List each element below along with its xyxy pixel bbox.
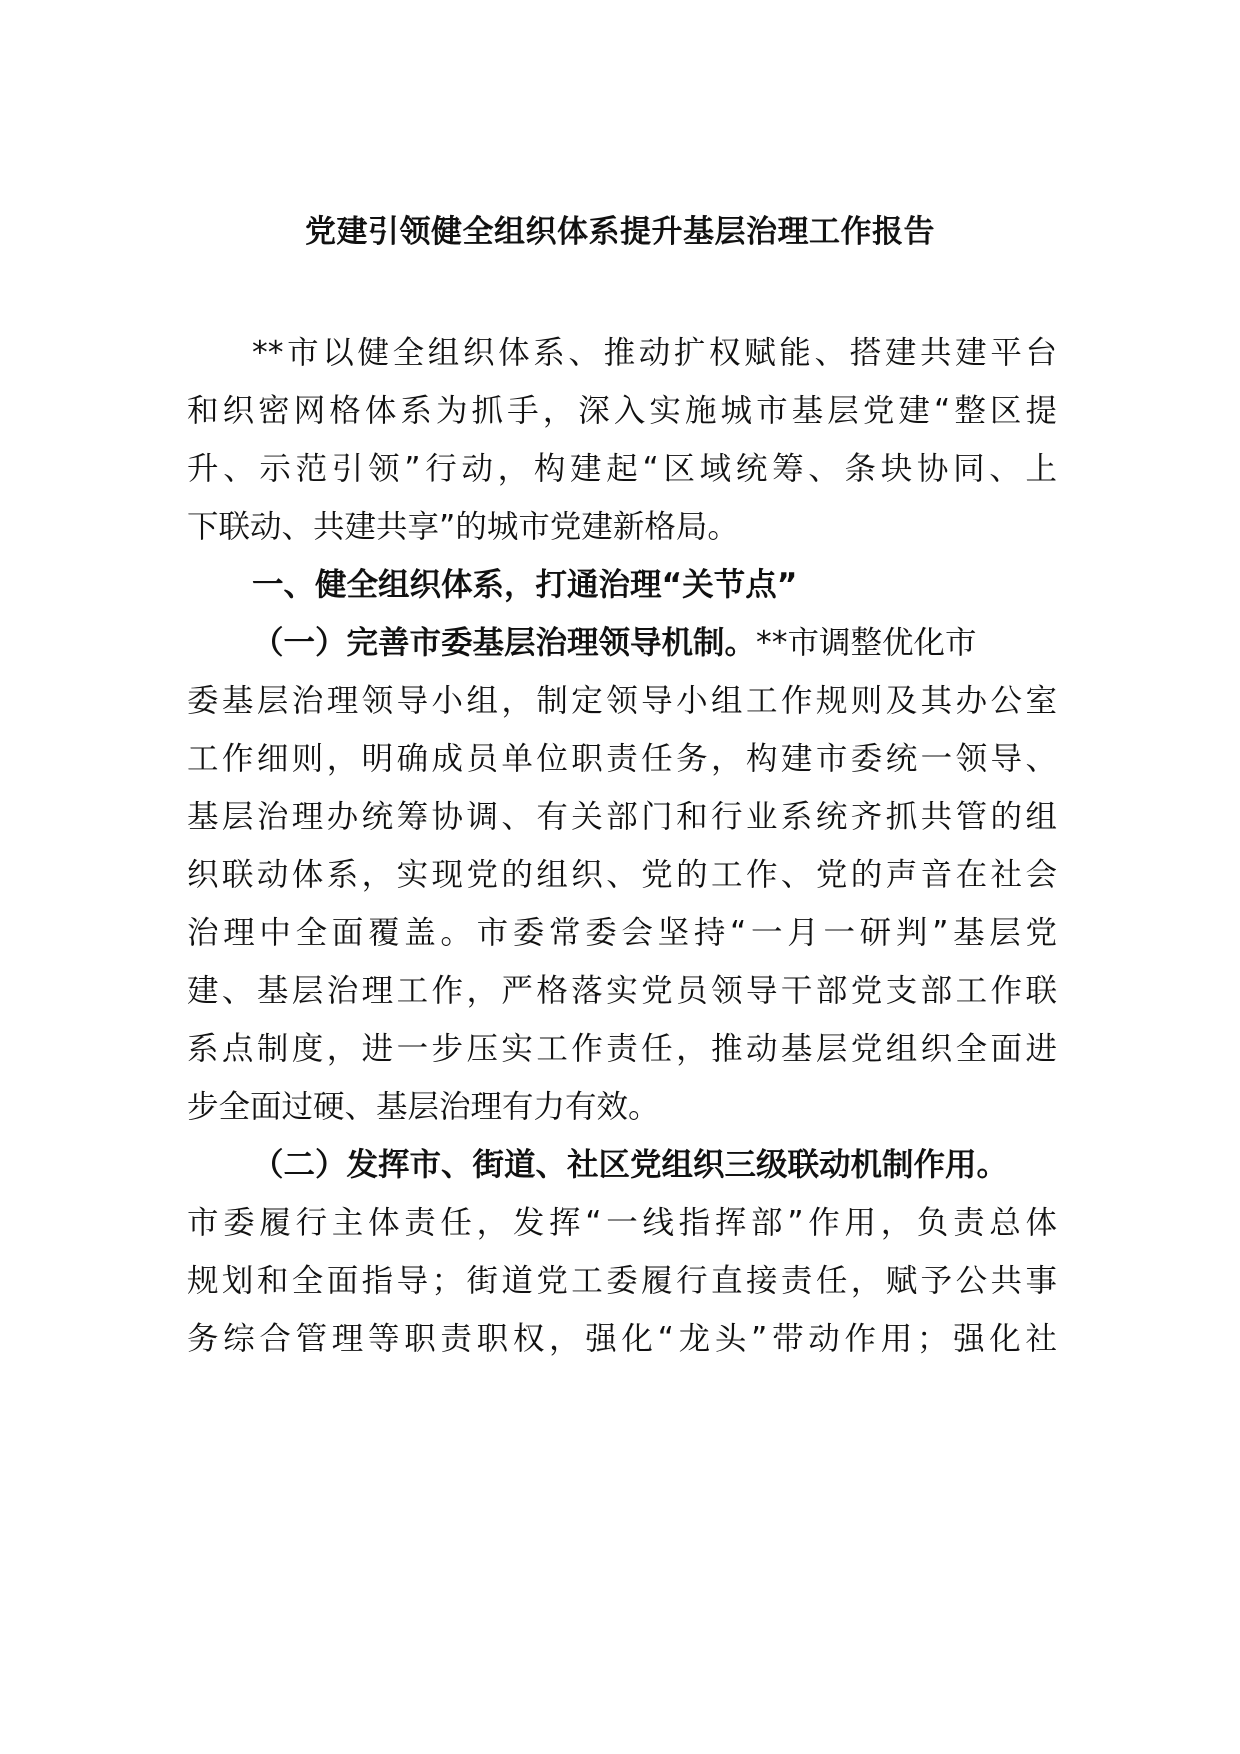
document-title: 党建引领健全组织体系提升基层治理工作报告 (305, 214, 935, 250)
section-heading: 一、健全组织体系，打通治理“关节点” (252, 567, 798, 603)
subsection-lead-text: **市调整优化市 (756, 625, 977, 661)
paragraph-line: 织联动体系，实现党的组织、党的工作、党的声音在社会 (187, 857, 1057, 893)
paragraph-line: 和织密网格体系为抓手，深入实施城市基层党建“整区提 (187, 393, 1057, 429)
paragraph-line: 务综合管理等职责职权，强化“龙头”带动作用；强化社 (187, 1321, 1057, 1357)
paragraph-line: 规划和全面指导；街道党工委履行直接责任，赋予公共事 (187, 1263, 1057, 1299)
paragraph-line: 建、基层治理工作，严格落实党员领导干部党支部工作联 (187, 973, 1057, 1009)
paragraph-line: 系点制度，进一步压实工作责任，推动基层党组织全面进 (187, 1031, 1057, 1067)
paragraph-line: **市以健全组织体系、推动扩权赋能、搭建共建平台 (252, 335, 1057, 371)
paragraph-line: 委基层治理领导小组，制定领导小组工作规则及其办公室 (187, 683, 1057, 719)
paragraph-line: 市委履行主体责任，发挥“一线指挥部”作用，负责总体 (187, 1205, 1057, 1241)
subsection-heading: （一）完善市委基层治理领导机制。 (252, 625, 757, 661)
paragraph-line: 工作细则，明确成员单位职责任务，构建市委统一领导、 (187, 741, 1057, 777)
paragraph-line: 治理中全面覆盖。市委常委会坚持“一月一研判”基层党 (187, 915, 1057, 951)
paragraph-line: 步全面过硬、基层治理有力有效。 (187, 1089, 660, 1125)
paragraph-line: 下联动、共建共享”的城市党建新格局。 (187, 509, 739, 545)
paragraph-line: 基层治理办统筹协调、有关部门和行业系统齐抓共管的组 (187, 799, 1057, 835)
subsection-line (252, 623, 1057, 663)
subsection-heading: （二）发挥市、街道、社区党组织三级联动机制作用。 (252, 1147, 1009, 1183)
paragraph-line: 升、示范引领”行动，构建起“区域统筹、条块协同、上 (187, 451, 1057, 487)
